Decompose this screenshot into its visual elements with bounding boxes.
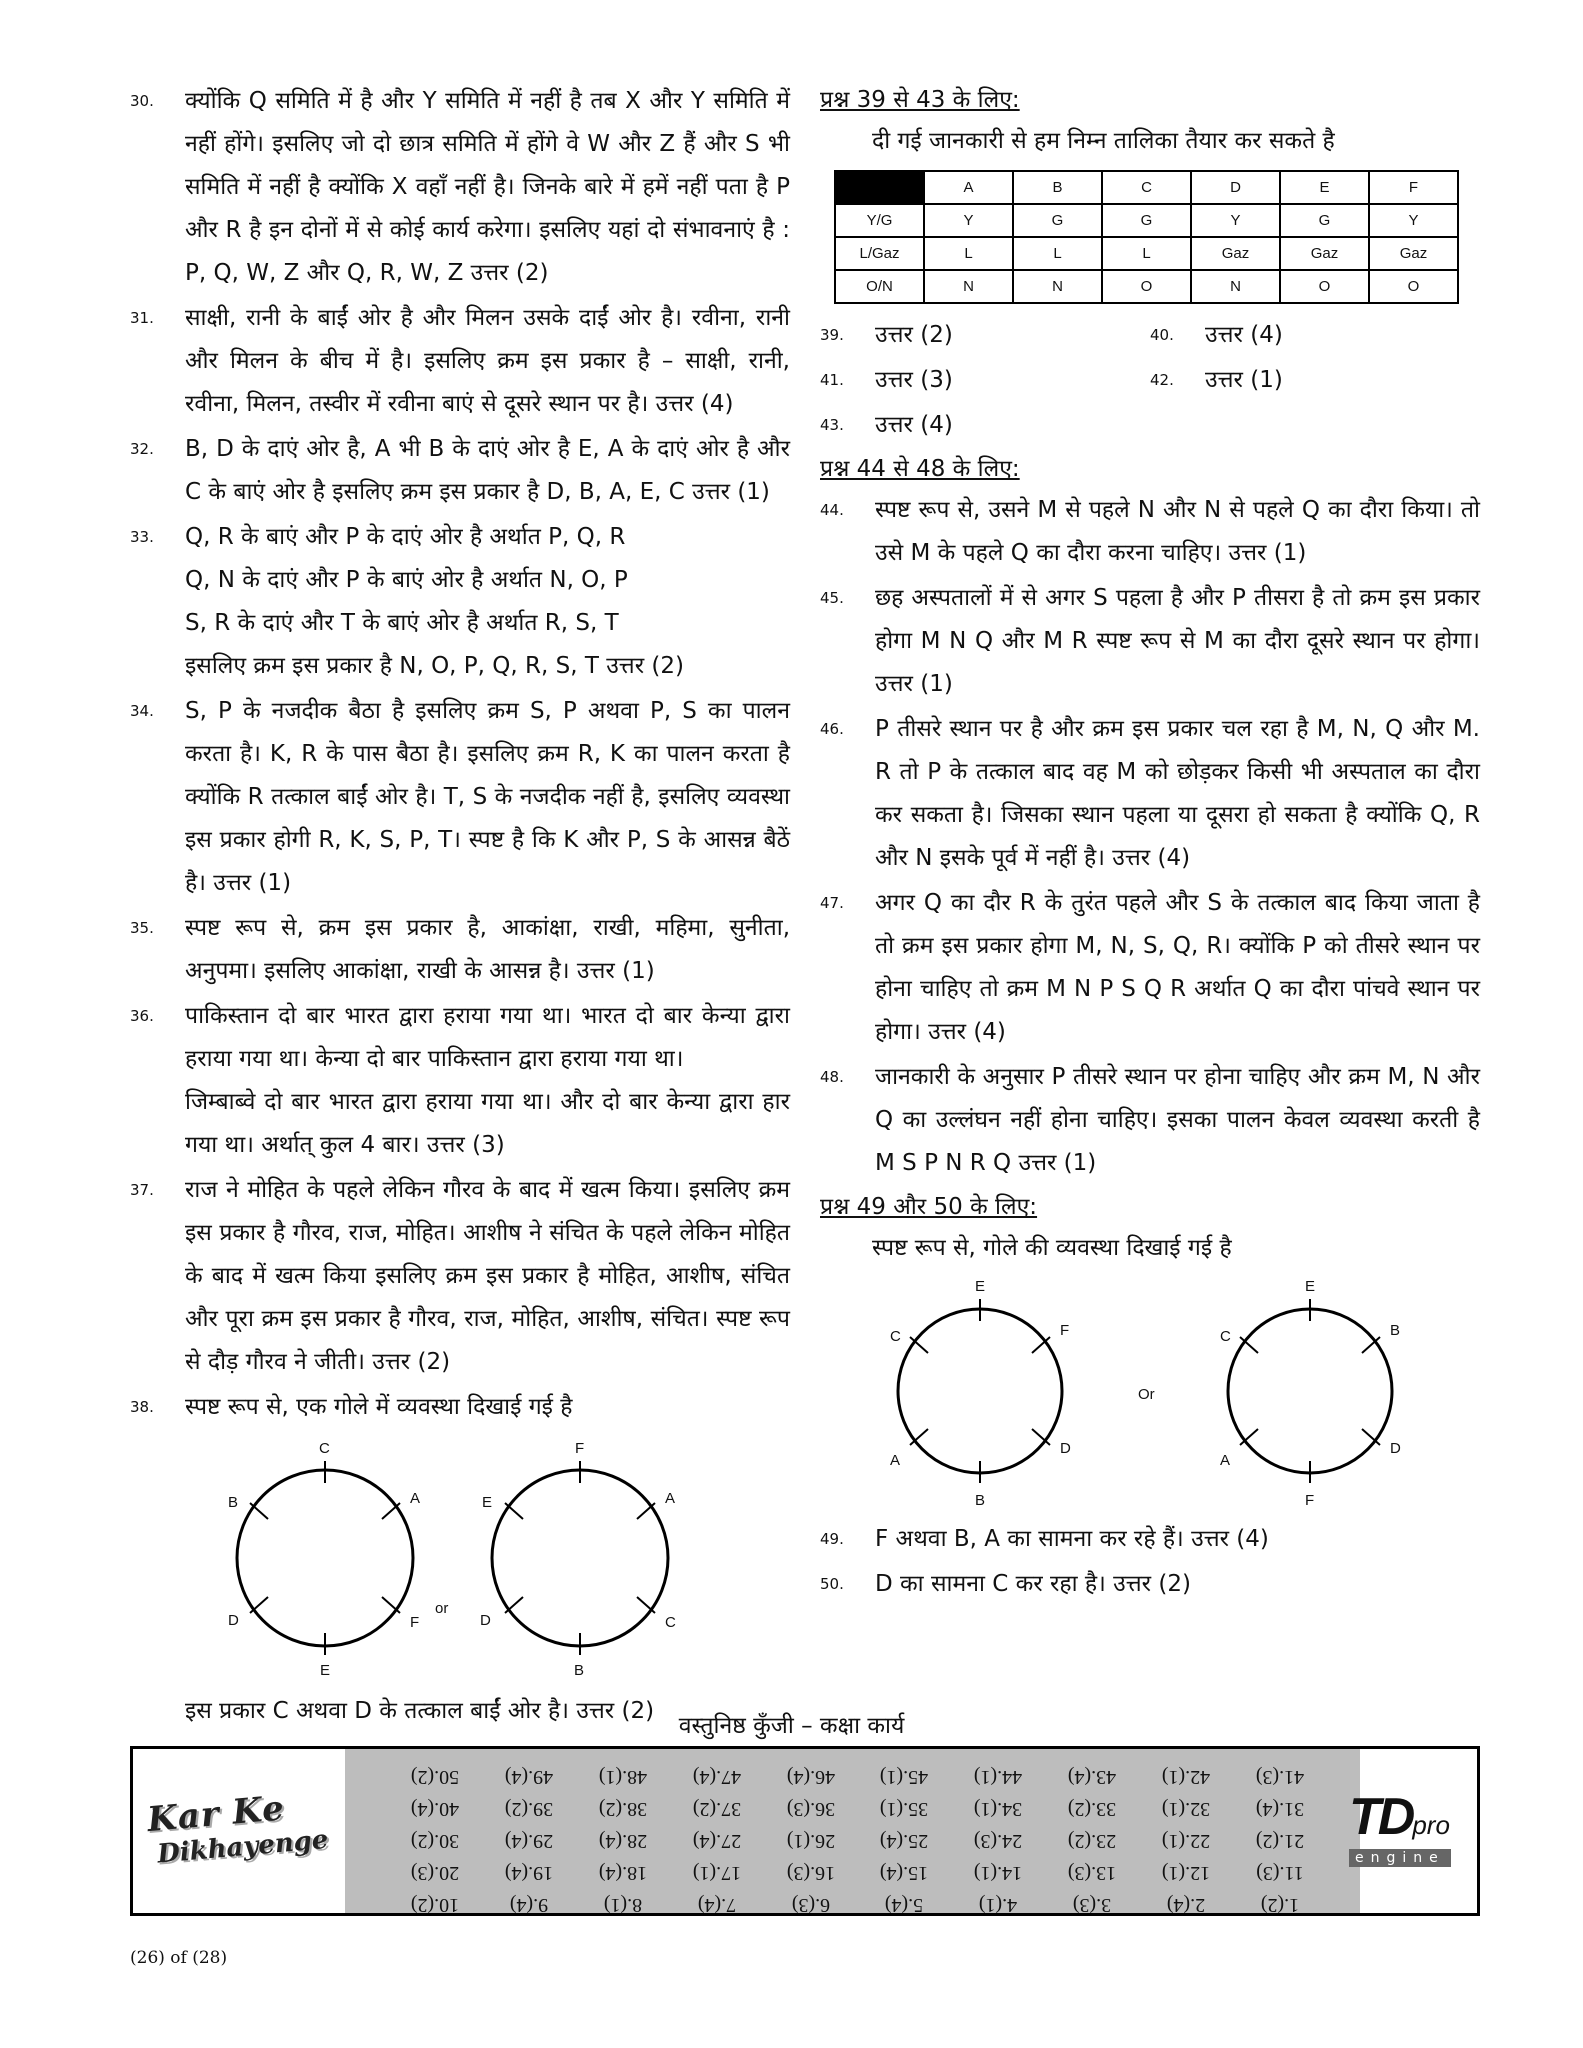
seat-label: C xyxy=(890,1328,901,1345)
question-number: 49. xyxy=(820,1530,844,1548)
answer-cell: 26.(1) xyxy=(786,1830,835,1852)
seat-label: A xyxy=(1220,1452,1231,1469)
table-cell: L xyxy=(1013,237,1102,270)
answer-cell: 13.(3) xyxy=(1067,1862,1117,1884)
answer-text: B, D के दाएं ओर है, A भी B के दाएं ओर है E, A के दाएं ओर है और C के बाएं ओर है इसलिए क्रम इस प्रकार है D, B, A, E, C उत्तर (1) xyxy=(185,436,790,505)
answer-cell: 1.(2) xyxy=(1260,1894,1300,1916)
table-cell: O xyxy=(1280,270,1369,303)
seat-label: A xyxy=(665,1490,676,1507)
answer-cell: 33.(2) xyxy=(1067,1798,1117,1820)
table-cell: Gaz xyxy=(1280,237,1369,270)
table-cell: O/N xyxy=(835,270,924,303)
seat-label: E xyxy=(482,1494,493,1511)
question-number: 42. xyxy=(1150,371,1174,389)
answer-line: इसलिए क्रम इस प्रकार है N, O, P, Q, R, S, T उत्तर (2) xyxy=(185,653,685,679)
answer-lines xyxy=(185,995,790,1167)
answer-cell: 40.(4) xyxy=(410,1798,460,1820)
answer-49 xyxy=(820,1518,1480,1561)
answer-cell: 41.(3) xyxy=(1255,1766,1305,1788)
answer-38-conclusion: इस प्रकार C अथवा D के तत्काल बाईं ओर है। उत्तर (2) xyxy=(185,1698,655,1724)
table-header-row xyxy=(835,171,1458,204)
answer-cell: 39.(2) xyxy=(504,1798,554,1820)
answer-cell: 45.(1) xyxy=(880,1766,929,1788)
question-number: 37. xyxy=(130,1181,154,1199)
answer-cell: 32.(1) xyxy=(1161,1798,1211,1820)
answer-38 xyxy=(130,1386,790,1429)
table-header-cell: B xyxy=(1013,171,1102,204)
answer-cell: 50.(2) xyxy=(410,1766,460,1788)
section-subtext: दी गई जानकारी से हम निम्न तालिका तैयार कर सकते है xyxy=(872,128,1335,154)
seat-label: F xyxy=(1060,1322,1070,1339)
answer-row xyxy=(345,1855,1360,1884)
table-cell: G xyxy=(1013,204,1102,237)
section-subtext: स्पष्ट रूप से, गोले की व्यवस्था दिखाई गई है xyxy=(872,1235,1232,1261)
circle-diagram-49 xyxy=(820,1269,1460,1514)
answer-text: उत्तर (1) xyxy=(1205,367,1283,393)
table-cell: N xyxy=(924,270,1013,303)
answer-37 xyxy=(130,1169,790,1384)
table-header-cell: A xyxy=(924,171,1013,204)
answer-43 xyxy=(820,404,1480,447)
table-cell: L xyxy=(1102,237,1191,270)
seat-label: F xyxy=(410,1614,420,1631)
answer-cell: 18.(4) xyxy=(598,1862,647,1884)
answer-cell: 49.(4) xyxy=(504,1766,554,1788)
logo-pro: pro xyxy=(1412,1810,1450,1840)
answer-cell: 38.(2) xyxy=(598,1798,647,1820)
answer-row xyxy=(345,1887,1360,1916)
table-cell: O xyxy=(1369,270,1458,303)
table-cell: Y xyxy=(1369,204,1458,237)
table-cell: Y xyxy=(924,204,1013,237)
seat-label: D xyxy=(1060,1440,1071,1457)
answer-line: पाकिस्तान दो बार भारत द्वारा हराया गया था। भारत दो बार केन्या द्वारा हराया गया था। केन्या दो बार पाकिस्तान द्वारा हराया गया था। xyxy=(185,1003,790,1072)
answer-cell: 19.(4) xyxy=(504,1862,554,1884)
table-header-cell: E xyxy=(1280,171,1369,204)
answer-cell: 48.(1) xyxy=(598,1766,647,1788)
answer-text: P तीसरे स्थान पर है और क्रम इस प्रकार चल रहा है M, N, Q और M. R तो P के तत्काल बाद वह M को छोड़कर किसी भी अस्पताल का दौरा कर सकता है। जिसका स्थान पहला या दूसरा हो सकता है क्योंकि Q, R और N इसके पूर्व में नहीं है। उत्तर (4) xyxy=(875,716,1480,871)
answer-46 xyxy=(820,708,1480,880)
answer-grid xyxy=(345,1749,1360,1916)
table-row xyxy=(835,204,1458,237)
answer-row xyxy=(345,1823,1360,1852)
answer-text: छह अस्पतालों में से अगर S पहला है और P तीसरा है तो क्रम इस प्रकार होगा M N Q और M R स्पष्ट रूप से M का दौरा दूसरे स्थान पर होगा। उत्तर (1) xyxy=(875,585,1480,697)
answer-41 xyxy=(820,359,1150,402)
answer-cell: 31.(4) xyxy=(1255,1798,1305,1820)
answer-42 xyxy=(1150,359,1480,402)
answer-32 xyxy=(130,428,790,514)
question-number: 34. xyxy=(130,702,154,720)
answer-cell: 2.(4) xyxy=(1166,1894,1206,1916)
table-cell: Y xyxy=(1191,204,1280,237)
table-row xyxy=(835,237,1458,270)
question-number: 30. xyxy=(130,92,154,110)
seat-label: D xyxy=(228,1612,239,1629)
question-number: 35. xyxy=(130,919,154,937)
answer-cell: 15.(4) xyxy=(880,1862,929,1884)
table-cell: Gaz xyxy=(1369,237,1458,270)
logo-text: Dikhayenge xyxy=(156,1824,330,1870)
table-cell: O xyxy=(1102,270,1191,303)
answer-cell: 22.(1) xyxy=(1161,1830,1211,1852)
kar-ke-dikhayenge-logo xyxy=(145,1788,357,1881)
answer-row xyxy=(345,1759,1360,1788)
answer-cell: 20.(3) xyxy=(410,1862,460,1884)
answer-cell: 27.(4) xyxy=(692,1830,741,1852)
answer-cell: 35.(1) xyxy=(880,1798,929,1820)
answer-cell: 11.(3) xyxy=(1256,1862,1304,1884)
seat-label: C xyxy=(319,1440,330,1457)
or-label: Or xyxy=(1138,1386,1155,1403)
answer-text: राज ने मोहित के पहले लेकिन गौरव के बाद में खत्म किया। इसलिए क्रम इस प्रकार है गौरव, राज, मोहित। आशीष ने संचित के पहले लेकिन मोहित के बाद में खत्म किया इसलिए क्रम इस प्रकार है मोहित, आशीष, संचित और पूरा क्रम इस प्रकार है गौरव, राज, मोहित, आशीष, संचित। स्पष्ट रूप से दौड़ गौरव ने जीती। उत्तर (2) xyxy=(185,1177,790,1375)
td-pro-engine-logo xyxy=(1349,1787,1459,1867)
table-row xyxy=(835,270,1458,303)
table-header-cell: C xyxy=(1102,171,1191,204)
circle-diagram-38 xyxy=(130,1431,770,1686)
table-cell: G xyxy=(1280,204,1369,237)
answer-39 xyxy=(820,314,1150,357)
answer-cell: 42.(1) xyxy=(1161,1766,1211,1788)
answer-text: S, P के नजदीक बैठा है इसलिए क्रम S, P अथवा P, S का पालन करता है। K, R के पास बैठा है। इसलिए क्रम R, K का पालन करता है क्योंकि R तत्काल बाईं ओर है। T, S के नजदीक नहीं है, इसलिए व्यवस्था इस प्रकार होगी R, K, S, P, T। स्पष्ट है कि K और P, S के आसन्न बैठें है। उत्तर (1) xyxy=(185,698,790,896)
answer-text: उत्तर (4) xyxy=(1205,322,1283,348)
circle-1 xyxy=(890,1278,1071,1509)
table-cell: Y/G xyxy=(835,204,924,237)
answer-31 xyxy=(130,297,790,426)
table-cell: Gaz xyxy=(1191,237,1280,270)
table-corner xyxy=(835,171,924,204)
seat-label: E xyxy=(320,1662,331,1679)
circle-2 xyxy=(1220,1278,1401,1509)
question-number: 32. xyxy=(130,440,154,458)
seat-label: D xyxy=(480,1612,491,1629)
question-number: 43. xyxy=(820,416,844,434)
answer-cell: 9.(4) xyxy=(509,1894,549,1916)
info-table xyxy=(834,170,1459,304)
answer-cell: 46.(4) xyxy=(786,1766,835,1788)
right-column xyxy=(820,80,1480,1608)
table-cell: N xyxy=(1191,270,1280,303)
section-heading: प्रश्न 49 और 50 के लिए: xyxy=(820,1194,1038,1220)
answer-line: Q, N के दाएं और P के बाएं ओर है अर्थात N, O, P xyxy=(185,567,628,593)
question-number: 50. xyxy=(820,1575,844,1593)
answer-36 xyxy=(130,995,790,1167)
answer-48 xyxy=(820,1056,1480,1185)
question-number: 47. xyxy=(820,894,844,912)
answer-cell: 25.(4) xyxy=(880,1830,929,1852)
answer-30 xyxy=(130,80,790,295)
answer-cell: 17.(1) xyxy=(692,1862,741,1884)
answer-cell: 10.(2) xyxy=(410,1894,460,1916)
question-number: 46. xyxy=(820,720,844,738)
answer-45 xyxy=(820,577,1480,706)
answer-50 xyxy=(820,1563,1480,1606)
seat-label: D xyxy=(1390,1440,1401,1457)
answer-cell: 16.(3) xyxy=(786,1862,835,1884)
answer-34 xyxy=(130,690,790,905)
table-cell: N xyxy=(1013,270,1102,303)
left-column xyxy=(130,80,790,1732)
answer-cell: 12.(1) xyxy=(1161,1862,1211,1884)
answer-text: स्पष्ट रूप से, उसने M से पहले N और N से पहले Q का दौरा किया। तो उसे M के पहले Q का दौरा करना चाहिए। उत्तर (1) xyxy=(875,497,1480,566)
question-number: 48. xyxy=(820,1068,844,1086)
question-number: 36. xyxy=(130,1007,154,1025)
answer-text: साक्षी, रानी के बाईं ओर है और मिलन उसके दाईं ओर है। रवीना, रानी और मिलन के बीच में है। इसलिए क्रम इस प्रकार है – साक्षी, रानी, रवीना, मिलन, तस्वीर में रवीना बाएं से दूसरे स्थान पर है। उत्तर (4) xyxy=(185,305,790,417)
answer-cell: 4.(1) xyxy=(979,1894,1018,1916)
answer-33 xyxy=(130,516,790,688)
answer-cell: 6.(3) xyxy=(791,1894,830,1916)
answer-40 xyxy=(1150,314,1480,357)
answer-cell: 23.(2) xyxy=(1067,1830,1117,1852)
section-heading: प्रश्न 44 से 48 के लिए: xyxy=(820,456,1020,482)
logo-td: TD xyxy=(1349,1788,1413,1846)
question-number: 41. xyxy=(820,371,844,389)
answer-line: S, R के दाएं और T के बाएं ओर है अर्थात R, S, T xyxy=(185,610,619,636)
seat-label: B xyxy=(975,1492,986,1509)
answers-41-42 xyxy=(820,359,1480,404)
seat-label: A xyxy=(410,1490,421,1507)
answer-47 xyxy=(820,882,1480,1054)
answer-line: Q, R के बाएं और P के दाएं ओर है अर्थात P, Q, R xyxy=(185,524,626,550)
question-number: 40. xyxy=(1150,326,1174,344)
or-label: or xyxy=(435,1600,449,1617)
answer-text: D का सामना C कर रहा है। उत्तर (2) xyxy=(875,1571,1191,1597)
answer-cell: 14.(1) xyxy=(974,1862,1023,1884)
table-cell: L xyxy=(924,237,1013,270)
table-cell: G xyxy=(1102,204,1191,237)
answer-text: उत्तर (2) xyxy=(875,322,953,348)
answer-cell: 3.(3) xyxy=(1072,1894,1112,1916)
answers-39-40 xyxy=(820,314,1480,359)
table-cell: L/Gaz xyxy=(835,237,924,270)
answer-cell: 37.(2) xyxy=(692,1798,741,1820)
table-header-cell: F xyxy=(1369,171,1458,204)
seat-label: C xyxy=(1220,1328,1231,1345)
answer-cell: 34.(1) xyxy=(974,1798,1023,1820)
answer-cell: 47.(4) xyxy=(692,1766,741,1788)
circle-2 xyxy=(480,1440,676,1679)
answer-35 xyxy=(130,907,790,993)
seat-label: F xyxy=(575,1440,585,1457)
answer-44 xyxy=(820,489,1480,575)
seat-label: B xyxy=(1390,1322,1401,1339)
seat-label: B xyxy=(574,1662,585,1679)
seat-label: E xyxy=(1305,1278,1316,1295)
table-header-cell: D xyxy=(1191,171,1280,204)
question-number: 44. xyxy=(820,501,844,519)
answer-text: उत्तर (4) xyxy=(875,412,953,438)
question-number: 31. xyxy=(130,309,154,327)
logo-text: Kar Ke xyxy=(145,1788,287,1841)
section-heading: प्रश्न 39 से 43 के लिए: xyxy=(820,87,1020,113)
answer-text: F अथवा B, A का सामना कर रहे हैं। उत्तर (4) xyxy=(875,1526,1269,1552)
seat-label: C xyxy=(665,1614,676,1631)
answer-key-box xyxy=(130,1746,1480,1916)
question-number: 45. xyxy=(820,589,844,607)
circle-1 xyxy=(228,1440,420,1679)
answer-text: स्पष्ट रूप से, एक गोले में व्यवस्था दिखाई गई है xyxy=(185,1394,573,1420)
answer-lines xyxy=(185,516,790,688)
answer-cell: 44.(1) xyxy=(974,1766,1023,1788)
question-number: 38. xyxy=(130,1398,154,1416)
answer-text: अगर Q का दौर R के तुरंत पहले और S के तत्काल बाद किया जाता है तो क्रम इस प्रकार होगा M, N, S, Q, R। क्योंकि P को तीसरे स्थान पर होना चाहिए तो क्रम M N P S Q R अर्थात Q का दौरा पांचवे स्थान पर होगा। उत्तर (4) xyxy=(875,890,1480,1045)
answer-key-title: वस्तुनिष्ठ कुँजी – कक्षा कार्य xyxy=(678,1713,905,1739)
answer-row xyxy=(345,1791,1360,1820)
question-number: 39. xyxy=(820,326,844,344)
answer-cell: 28.(4) xyxy=(598,1830,647,1852)
answer-cell: 8.(1) xyxy=(603,1894,642,1916)
seat-label: E xyxy=(975,1278,986,1295)
page-number: (26) of (28) xyxy=(130,1948,228,1968)
answer-text: स्पष्ट रूप से, क्रम इस प्रकार है, आकांक्षा, राखी, महिमा, सुनीता, अनुपमा। इसलिए आकांक्षा, राखी के आसन्न है। उत्तर (1) xyxy=(185,915,790,984)
question-number: 33. xyxy=(130,528,154,546)
answer-cell: 30.(2) xyxy=(410,1830,460,1852)
answer-cell: 5.(4) xyxy=(885,1894,924,1916)
answer-text: जानकारी के अनुसार P तीसरे स्थान पर होना चाहिए और क्रम M, N और Q का उल्लंघन नहीं होना चाहिए। इसका पालन केवल व्यवस्था करती है M S P N R Q उत्तर (1) xyxy=(875,1064,1480,1176)
answer-cell: 7.(4) xyxy=(697,1894,736,1916)
answer-text: क्योंकि Q समिति में है और Y समिति में नहीं है तब X और Y समिति में नहीं होंगे। इसलिए जो दो छात्र समिति में होंगे वे W और Z हैं और S भी समिति में नहीं है क्योंकि X वहाँ नहीं है। जिनके बारे में हमें नहीं पता है P और R है इन दोनों में से कोई कार्य करेगा। इसलिए यहां दो संभावनाएं है : P, Q, W, Z और Q, R, W, Z उत्तर (2) xyxy=(185,88,790,286)
answer-cell: 36.(3) xyxy=(786,1798,835,1820)
answer-cell: 43.(4) xyxy=(1067,1766,1117,1788)
seat-label: F xyxy=(1305,1492,1315,1509)
seat-label: B xyxy=(228,1494,239,1511)
answer-cell: 29.(4) xyxy=(504,1830,554,1852)
seat-label: A xyxy=(890,1452,901,1469)
logo-engine: engine xyxy=(1349,1849,1451,1867)
answer-cell: 21.(2) xyxy=(1255,1830,1305,1852)
answer-line: जिम्बाब्वे दो बार भारत द्वारा हराया गया था। और दो बार केन्या द्वारा हार गया था। अर्थात् कुल 4 बार। उत्तर (3) xyxy=(185,1089,790,1158)
answer-text: उत्तर (3) xyxy=(875,367,953,393)
answer-cell: 24.(3) xyxy=(974,1830,1023,1852)
